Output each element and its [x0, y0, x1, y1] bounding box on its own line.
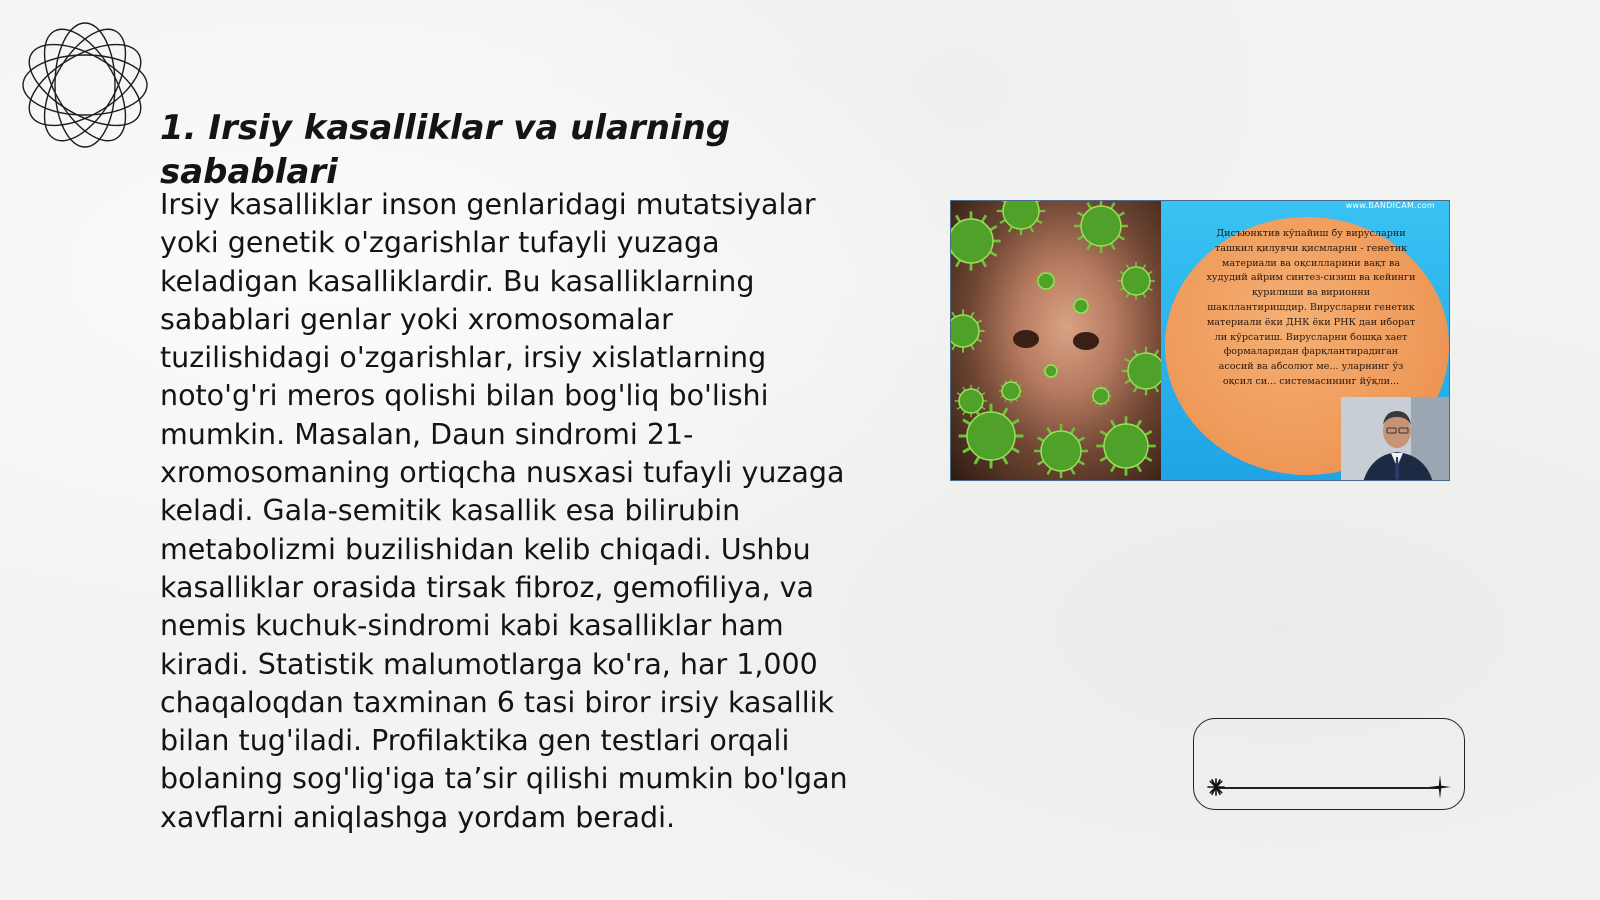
logo-ring [28, 16, 142, 153]
progress-track [1216, 787, 1440, 789]
virus-particle [1090, 385, 1112, 407]
virus-particle [1096, 416, 1155, 475]
sparkle-icon [1206, 777, 1226, 797]
recorder-watermark: www.BANDICAM.com [1345, 201, 1435, 210]
four-point-star-icon [1429, 775, 1451, 799]
slide-body-text: Irsiy kasalliklar inson genlaridagi mutatsiyalar yoki genetik o'zgarishlar tufayli yuzaga keladigan kasalliklardir. Bu kasalliklarning sabablari genlar yoki xromosomalar tuzilishidagi o'zgarishlar, irsiy xislatlarning noto'g'ri meros qolishi bilan bog'liq bo'lishi mumkin. Masalan, Daun sindromi 21-xromosomaning ortiqcha nusxasi tufayli yuzaga keladi. Gala-semitik kasallik esa bilirubin metabolizmi buzilishidan kelib chiqadi. Ushbu kasalliklar orasida tirsak fibroz, gemofiliya, va nemis kuchuk-sindromi kabi kasalliklar ham kiradi. Statistik malumotlarga ko'ra, har 1,000 chaqaloqdan taxminan 6 tasi biror irsiy kasallik bilan tug'iladi. Profilaktika gen testlari orqali bolaning sog'lig'iga ta’sir qilishi mumkin bo'lgan xavflarni aniqlashga yordam beradi. [160, 188, 848, 834]
video-overlay-text: Дисъюнктив кўпайиш бу вирусларни ташкил қилувчи қисмларни - генетик материали ва оқсилларини вақт ва худудий айрим синтез-сизиш ва кейинги қурилиши ва вирионни шакллантиришдир. Вирусларни генетик материали ёки ДНК ёки РНК дан иборат ли кўрсатиш. Вирусларни бошқа хает формаларидан фарқлантирадиган асосий ва абсолют ме... уларнинг ўз оқсил си... системасининг йўқли... [1206, 228, 1416, 387]
virus-face-image [951, 201, 1161, 481]
virus-particle [999, 379, 1023, 403]
slide-progress-indicator [1193, 718, 1465, 810]
virus-particle [951, 211, 1001, 270]
embedded-video-frame[interactable] [950, 200, 1450, 481]
virus-particle [997, 201, 1046, 235]
presenter-webcam [1341, 397, 1450, 481]
virus-particle [951, 309, 985, 352]
logo-ring [16, 28, 153, 142]
logo-ring [16, 28, 153, 142]
virus-particle [1035, 270, 1057, 292]
logo-ring [28, 16, 142, 153]
virus-particle [1072, 297, 1091, 316]
circular-line-art-logo [10, 10, 160, 160]
virus-particle [1034, 424, 1088, 478]
virus-particle [955, 385, 987, 417]
virus-particle [1043, 363, 1059, 379]
logo-ring [55, 23, 115, 147]
virus-particle [1074, 201, 1128, 253]
logo-ring [23, 55, 147, 115]
virus-particle [1122, 347, 1161, 396]
slide-title: 1. Irsiy kasalliklar va ularning sabablari [160, 108, 731, 192]
virus-particle [1117, 262, 1155, 300]
